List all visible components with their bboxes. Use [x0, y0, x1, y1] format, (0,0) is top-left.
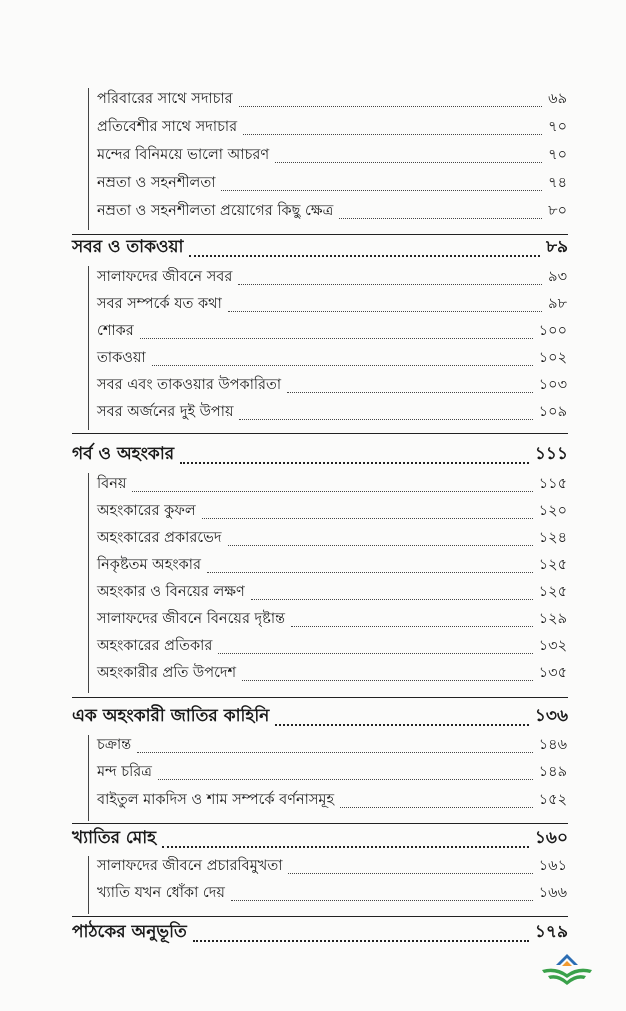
toc-entry-page: ১৪৯: [538, 764, 567, 780]
toc-entry-title: সবর এবং তাকওয়ার উপকারিতা: [97, 377, 282, 393]
toc-entry-page: ৭৪: [548, 175, 567, 191]
dot-leader: [291, 626, 533, 627]
dot-leader: [239, 106, 543, 107]
toc-chapter-title: এক অহংকারী জাতির কাহিনি: [72, 706, 270, 726]
toc-entry-page: ৯৮: [548, 296, 567, 312]
toc-entry[interactable]: [97, 118, 567, 140]
toc-entry-page: ১৩২: [538, 638, 567, 654]
toc-entry[interactable]: [97, 857, 567, 879]
toc-entry-title: সবর অর্জনের দুই উপায়: [97, 404, 234, 420]
toc-entry-page: ১৬১: [538, 858, 567, 874]
toc-entry-page: ৯৩: [548, 269, 567, 285]
toc-entry-page: ৭০: [548, 119, 567, 135]
toc-chapter[interactable]: [72, 705, 568, 731]
toc-entry-page: ১৪৬: [538, 737, 567, 753]
toc-entry-title: অহংকারের প্রকারভেদ: [97, 530, 222, 546]
toc-entry-page: ১১৫: [538, 476, 567, 492]
toc-entry-title: বিনয়: [97, 476, 127, 492]
toc-entry[interactable]: [97, 583, 567, 605]
dot-leader: [218, 653, 532, 654]
dot-leader: [288, 873, 532, 874]
toc-entry[interactable]: [97, 884, 567, 906]
dot-leader: [238, 284, 542, 285]
dot-leader: [228, 311, 542, 312]
dot-leader: [189, 255, 540, 257]
toc-entry-title: অহংকারের কুফল: [97, 503, 196, 519]
toc-entry-page: ১২০: [538, 503, 567, 519]
toc-entry-title: অহংকারের প্রতিকার: [97, 638, 213, 654]
toc-entry[interactable]: [97, 556, 567, 578]
toc-entry-title: নম্রতা ও সহনশীলতা প্রয়োগের কিছু ক্ষেত্র: [97, 203, 334, 219]
toc-entry[interactable]: [97, 763, 567, 785]
toc-entry-title: নিকৃষ্টতম অহংকার: [97, 557, 201, 573]
toc-entry-title: সালাফদের জীবনে সবর: [97, 269, 233, 285]
toc-chapter-page: ৮৯: [545, 237, 568, 257]
toc-entry[interactable]: [97, 610, 567, 632]
toc-entry-title: খ্যাতি যখন ধোঁকা দেয়: [97, 885, 225, 901]
toc-entry[interactable]: [97, 664, 567, 686]
toc-entry[interactable]: [97, 174, 567, 196]
toc-entry-page: ৮০: [548, 203, 567, 219]
toc-entry-title: অহংকার ও বিনয়ের লক্ষণ: [97, 584, 245, 600]
dot-leader: [162, 846, 529, 848]
section-rule: [72, 823, 568, 824]
dot-leader: [275, 162, 542, 163]
toc-chapter[interactable]: [72, 827, 568, 853]
toc-entry[interactable]: [97, 475, 567, 497]
toc-entry-page: ১৬৬: [538, 885, 567, 901]
toc-chapter[interactable]: [72, 443, 568, 469]
toc-entry[interactable]: [97, 791, 567, 813]
toc-entry[interactable]: [97, 529, 567, 551]
toc-entry-title: তাকওয়া: [97, 350, 146, 366]
toc-entry[interactable]: [97, 502, 567, 524]
toc-entry-page: ৬৯: [548, 91, 567, 107]
toc-entry-page: ১২৫: [538, 557, 567, 573]
dot-leader: [239, 419, 532, 420]
toc-entry-title: পরিবারের সাথে সদাচার: [97, 91, 233, 107]
section-divider-line: [88, 735, 89, 821]
toc-chapter-title: গর্ব ও অহংকার: [72, 444, 175, 464]
toc-entry-title: মন্দের বিনিময়ে ভালো আচরণ: [97, 147, 270, 163]
dot-leader: [193, 940, 529, 942]
dot-leader: [228, 545, 533, 546]
toc-entry[interactable]: [97, 403, 567, 425]
dot-leader: [231, 900, 533, 901]
toc-entry[interactable]: [97, 637, 567, 659]
dot-leader: [207, 572, 533, 573]
toc-entry-title: মন্দ চরিত্র: [97, 764, 152, 780]
toc-entry-title: শোকর: [97, 323, 134, 339]
toc-entry[interactable]: [97, 736, 567, 758]
toc-entry[interactable]: [97, 202, 567, 224]
toc-entry-page: ৭০: [548, 147, 567, 163]
toc-entry-page: ১২৪: [538, 530, 567, 546]
dot-leader: [140, 338, 533, 339]
toc-chapter-page: ১৭৯: [534, 922, 568, 942]
dot-leader: [202, 518, 533, 519]
toc-entry-title: প্রতিবেশীর সাথে সদাচার: [97, 119, 238, 135]
toc-chapter-title: পাঠকের অনুভূতি: [72, 922, 187, 942]
section-rule: [72, 916, 568, 917]
toc-entry[interactable]: [97, 90, 567, 112]
toc-entry-page: ১২৫: [538, 584, 567, 600]
toc-entry[interactable]: [97, 376, 567, 398]
dot-leader: [275, 724, 529, 726]
toc-entry-page: ১০২: [538, 350, 567, 366]
dot-leader: [132, 491, 532, 492]
toc-chapter-title: সবর ও তাকওয়া: [72, 237, 184, 257]
toc-entry-title: সবর সম্পর্কে যত কথা: [97, 296, 222, 312]
section-rule: [72, 433, 568, 434]
dot-leader: [251, 599, 533, 600]
toc-entry-title: নম্রতা ও সহনশীলতা: [97, 175, 216, 191]
toc-entry[interactable]: [97, 268, 567, 290]
toc-entry[interactable]: [97, 146, 567, 168]
toc-entry-title: সালাফদের জীবনে বিনয়ের দৃষ্টান্ত: [97, 611, 286, 627]
toc-entry[interactable]: [97, 295, 567, 317]
toc-entry-title: অহংকারীর প্রতি উপদেশ: [97, 665, 237, 681]
dot-leader: [152, 365, 533, 366]
dot-leader: [340, 807, 533, 808]
toc-entry[interactable]: [97, 349, 567, 371]
toc-entry-title: চক্রান্ত: [97, 737, 132, 753]
dot-leader: [242, 680, 533, 681]
publisher-logo-icon: [538, 950, 596, 990]
section-divider-line: [88, 473, 89, 693]
dot-leader: [221, 190, 542, 191]
toc-entry-page: ১০৯: [538, 404, 567, 420]
dot-leader: [137, 752, 533, 753]
toc-chapter-page: ১১১: [534, 444, 568, 464]
section-divider-line: [88, 88, 89, 230]
section-divider-line: [88, 266, 89, 430]
toc-chapter-page: ১৩৬: [534, 706, 568, 726]
toc-entry-page: ১২৯: [538, 611, 567, 627]
dot-leader: [287, 392, 533, 393]
toc-chapter-page: ১৬০: [534, 828, 568, 848]
toc-entry-title: সালাফদের জীবনে প্রচারবিমুখতা: [97, 858, 283, 874]
toc-entry-page: ১০৩: [538, 377, 567, 393]
dot-leader: [180, 462, 529, 464]
toc-entry-page: ১৩৫: [538, 665, 567, 681]
dot-leader: [339, 218, 542, 219]
toc-entry-page: ১৫২: [538, 792, 567, 808]
toc-entry[interactable]: [97, 322, 567, 344]
toc-entry-page: ১০০: [538, 323, 567, 339]
dot-leader: [243, 134, 542, 135]
toc-chapter[interactable]: [72, 921, 568, 947]
section-divider-line: [88, 856, 89, 914]
dot-leader: [158, 779, 533, 780]
section-rule: [72, 697, 568, 698]
toc-chapter[interactable]: [72, 236, 568, 262]
toc-chapter-title: খ্যাতির মোহ: [72, 828, 157, 848]
toc-entry-title: বাইতুল মাকদিস ও শাম সম্পর্কে বর্ণনাসমূহ: [97, 792, 335, 808]
